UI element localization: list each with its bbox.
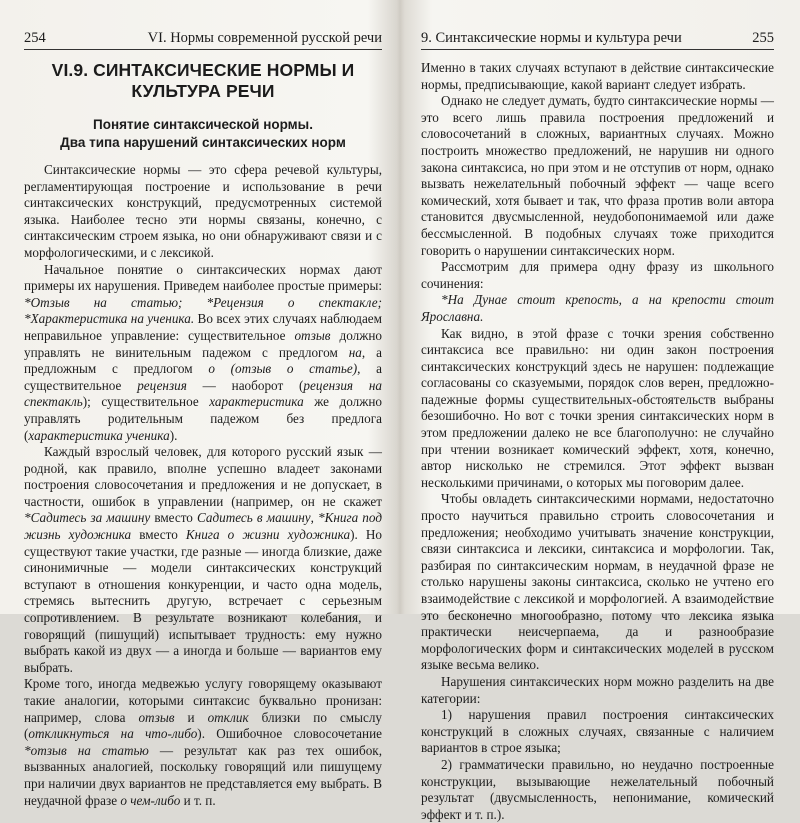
text-run: ). Ошибочное словосочетание [197,726,382,742]
paragraph [24,676,382,809]
page-number: 254 [24,30,46,46]
list-item: 2) грамматически правильно, но неудачно построенные конструкции, вызывающие нежелательный побочный результат (двусмысленность, непонимание, комический эффект и т. п.). [421,756,774,822]
example-text: о (отзыв о статье) [208,361,358,377]
right-page-text [421,60,774,823]
example-text: характеристика ученика [28,427,170,443]
paragraph [24,444,382,676]
example-text: Садитесь в машину [196,510,311,526]
page-number: 255 [752,30,774,46]
example-text: *Отзыв на статью; *Рецензия о спектакле; *Характеристика на ученика. [24,294,382,327]
text-run: — наоборот ( [186,377,304,393]
paragraph [24,262,382,445]
text-run: Начальное понятие о синтаксических нормах дают примеры их нарушения. Приведем наиболее простые примеры: [24,261,382,294]
example-text: *отзыв на статью [24,742,149,758]
running-head: VI. Нормы современной русской речи [147,30,382,46]
example-text: отзыв [294,327,331,343]
example-text: о чем-либо [120,792,181,808]
text-run: вместо [131,527,186,543]
running-head: 9. Синтаксические нормы и культура речи [421,30,682,46]
text-run: ). Но существуют такие участки, где разные — иногда близкие, даже синонимичные — модели синтаксических конструкций вступают в отношения конкуренции, и часто одна модель, стремясь вытеснить другую, встречает с серьезным сопротивлением. В результате возникают колебания, и говорящий (пишущий) испытывает трудность: ему нужно выбрать какой из двух — а иногда и больше — вариантов ему выбрать. [24,527,382,675]
left-page-text [24,162,382,809]
text-run: , а существительное [24,361,382,393]
text-run: должно управлять не винительным падежом с предлогом [24,327,382,360]
left-page [0,0,400,808]
example-text: отклик [207,709,249,725]
paragraph: Нарушения синтаксических норм можно разделить на две категории: [421,673,774,706]
section-heading-line-2: Два типа нарушений синтаксических норм [60,135,346,150]
example-text: отзыв [138,709,175,725]
paragraph: Однако не следует думать, будто синтаксические нормы — это всего лишь правила построения предложений и словосочетаний в сложных, вариантных случаях. Можно построить множество предложений, не нарушив ни одного закона синтаксиса, но при этом и не отступив от норм, однако вызвать нежелательный побочный эффект — чаще всего комический, хотя бывает и так, что фраза против воли автора становится двусмысленной, неудобопонимаемой или даже бессмысленной. В подобных случаях тоже приходится говорить о нарушении синтаксических норм. [421,93,774,258]
text-run: ). [169,427,178,443]
right-page-header [421,30,774,50]
example-sentence: *На Дунае стоит крепость, а на крепости стоит Ярославна. [421,292,774,324]
example-text: *Книга под жизнь художника [24,510,382,543]
text-run: , [310,510,318,526]
text-run: ); существительное [82,394,210,410]
text-run: же должно управлять родительным падежом без предлога ( [24,394,382,443]
paragraph: Синтаксические нормы — это сфера речевой культуры, регламентирующая построение и использование в речи синтаксических конструкций, предусмотренных системой языка. Наиболее тесно эти нормы связаны, конечно, с синтаксическим строем языка, но они обнаруживают связи и с морфологическими, и с лексикой. [24,162,382,260]
example-text: на [348,344,362,360]
section-heading-line-1: Понятие синтаксической нормы. [93,117,313,132]
example-text: рецензия [137,377,187,393]
example-text: характеристика [209,394,304,410]
paragraph: Рассмотрим для примера одну фразу из школьного сочинения: [421,259,774,291]
text-run: Каждый взрослый человек, для которого русский язык — родной, как правило, вполне успешно владеет законами построения словосочетания и предложения и не допускает, в частности, ошибок в управлении (например, он не скажет [24,444,382,509]
example-text: откликнуться на что-либо [28,726,198,742]
text-run: Во всех этих случаях наблюдаем неправильное управление: существительное [24,311,382,343]
list-item: 1) нарушения правил построения синтаксических конструкций в сложных случаях, связанные с наличием вариантов в строе языка; [421,707,774,756]
example-text: рецензия на спектакль [24,377,382,410]
example-text: *Садитесь за машину [24,510,151,526]
left-page-header [24,30,382,50]
text-run: , а предложным с предлогом [24,344,382,377]
section-heading [24,116,382,152]
text-run: и [174,709,208,725]
paragraph: Как видно, в этой фразе с точки зрения собственно синтаксиса все правильно: ни один закон построения синтаксических конструкций здесь не нарушен: подлежащие согласованы со сказуемыми, порядок слов верен, предложно-падежные формы существительных-обстоятельств выбраны безошибочно. Но вот с точки зрения синтаксических норм в этом предложении далеко не все благополучно: не случайно при чтении возникает комический эффект, хотя, конечно, автор нисколько не стремился. Этот эффект вызван несколькими причинами, о которых мы поговорим далее. [421,325,774,490]
text-run: Кроме того, иногда медвежью услугу говорящему оказывают такие аналогии, которыми синтаксис буквально пронизан: например, слова [24,676,382,725]
paragraph: Именно в таких случаях вступают в действие синтаксические нормы, предписывающие, какой вариант следует избрать. [421,60,774,92]
text-run: и т. п. [180,792,216,808]
right-page [405,0,800,822]
chapter-title: VI.9. СИНТАКСИЧЕСКИЕ НОРМЫ И КУЛЬТУРА РЕЧИ [51,60,355,101]
paragraph: Чтобы овладеть синтаксическими нормами, недостаточно просто научиться правильно строить словосочетания и предложения; необходимо учитывать значение конструкции, связи синтаксиса и лексики, синтаксиса и морфологии. Так, разбирая по синтаксическим нормам, в неудачной фразе не столько нарушены законы синтаксиса, сколько не учтено его взаимодействие с лексикой и морфологией. А взаимодействие это бесконечно многообразно, потому что лексика языка практически неисчерпаема, да и разнообразие морфологических форм и синтаксических моделей в русском языке весьма велико. [421,491,774,673]
text-run: вместо [150,510,197,526]
text-run: близки по смыслу ( [24,709,383,742]
text-run: — результат как раз тех ошибок, вызванных аналогией, поскольку говорящий или пишущему при наличии двух вариантов не представляется ему выбрать. В неудачной фразе [24,742,382,808]
example-text: Книга о жизни художника [185,527,351,543]
